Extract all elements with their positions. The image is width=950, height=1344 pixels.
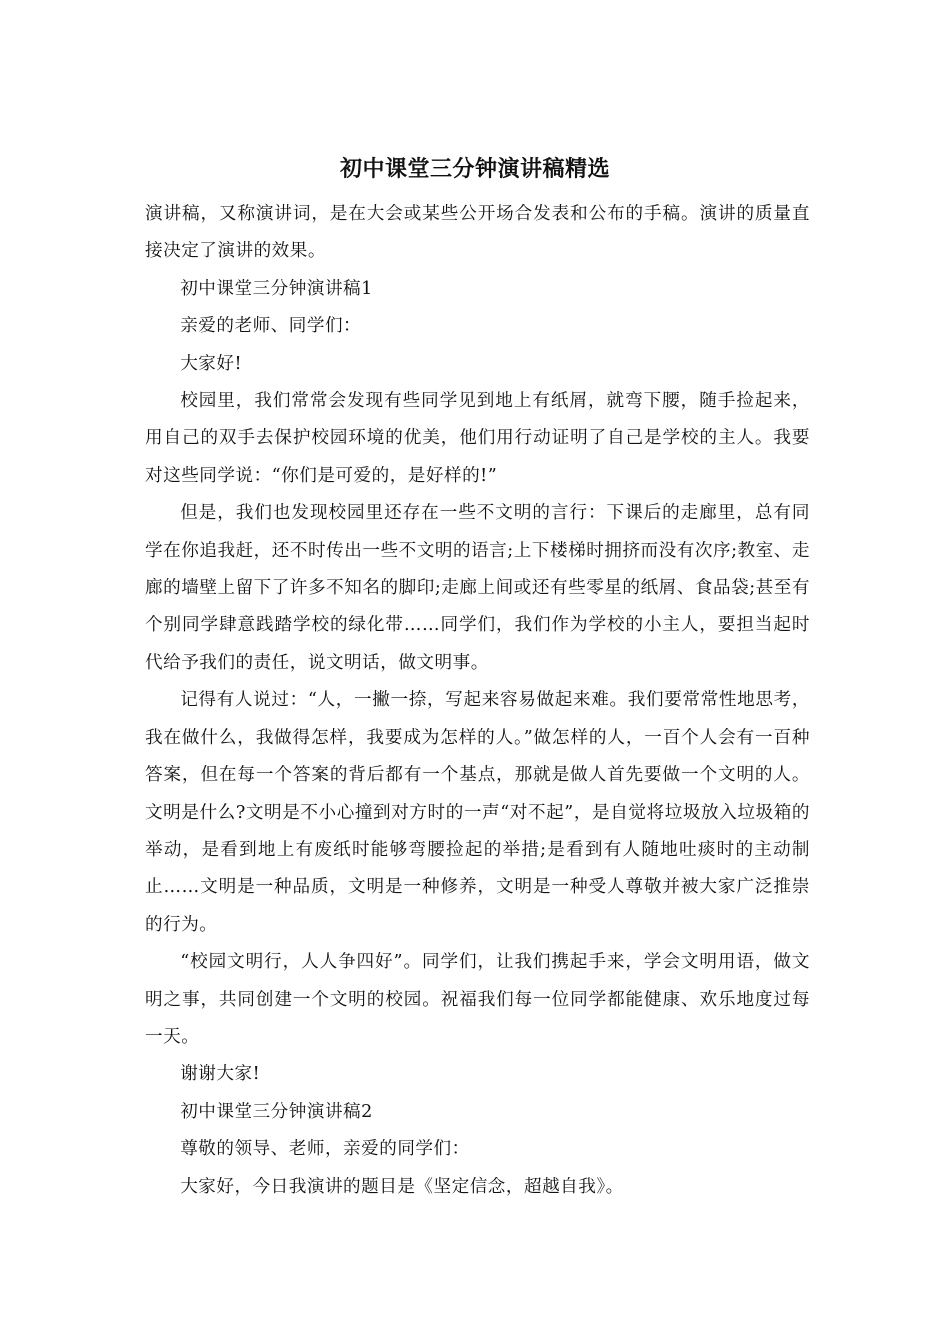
paragraph: 但是，我们也发现校园里还存在一些不文明的言行：下课后的走廊里，总有同学在你追我赶，还不时传出一些不文明的语言;上下楼梯时拥挤而没有次序;教室、走廊的墙壁上留下了许多不知名的脚印;走廊上间或还有些零星的纸屑、食品袋;甚至有个别同学肆意践踏学校的绿化带……同学们，我们作为学校的小主人，要担当起时代给予我们的责任，说文明话，做文明事。 [145,503,810,673]
paragraph: 谢谢大家! [180,1064,261,1085]
document-body [145,196,810,1206]
paragraph: 初中课堂三分钟演讲稿2 [180,1101,373,1122]
document-title: 初中课堂三分钟演讲稿精选 [339,157,610,182]
paragraph: “校园文明行，人人争四好”。同学们，让我们携起手来，学会文明用语，做文明之事，共同创建一个文明的校园。祝福我们每一位同学都能健康、欢乐地度过每一天。 [145,952,810,1047]
paragraph: 记得有人说过：“人，一撇一捺，写起来容易做起来难。我们要常常性地思考，我在做什么，我做得怎样，我要成为怎样的人。”做怎样的人，一百个人会有一百种答案，但在每一个答案的背后都有一个基点，那就是做人首先要做一个文明的人。文明是什么?文明是不小心撞到对方时的一声“对不起”，是自觉将垃圾放入垃圾箱的举动，是看到地上有废纸时能够弯腰捡起的举措;是看到有人随地吐痰时的主动制止……文明是一种品质，文明是一种修养，文明是一种受人尊敬并被大家广泛推崇的行为。 [145,690,810,935]
paragraph: 校园里，我们常常会发现有些同学见到地上有纸屑，就弯下腰，随手捡起来，用自己的双手去保护校园环境的优美，他们用行动证明了自己是学校的主人。我要对这些同学说：“你们是可爱的，是好样的!” [145,391,810,486]
paragraph: 大家好! [180,353,243,374]
paragraph: 演讲稿，又称演讲词，是在大会或某些公开场合发表和公布的手稿。演讲的质量直接决定了演讲的效果。 [145,204,810,262]
paragraph: 亲爱的老师、同学们： [180,316,362,337]
paragraph: 初中课堂三分钟演讲稿1 [180,278,373,299]
paragraph: 尊敬的领导、老师，亲爱的同学们： [180,1139,470,1160]
paragraph: 大家好，今日我演讲的题目是《坚定信念，超越自我》。 [180,1176,624,1197]
